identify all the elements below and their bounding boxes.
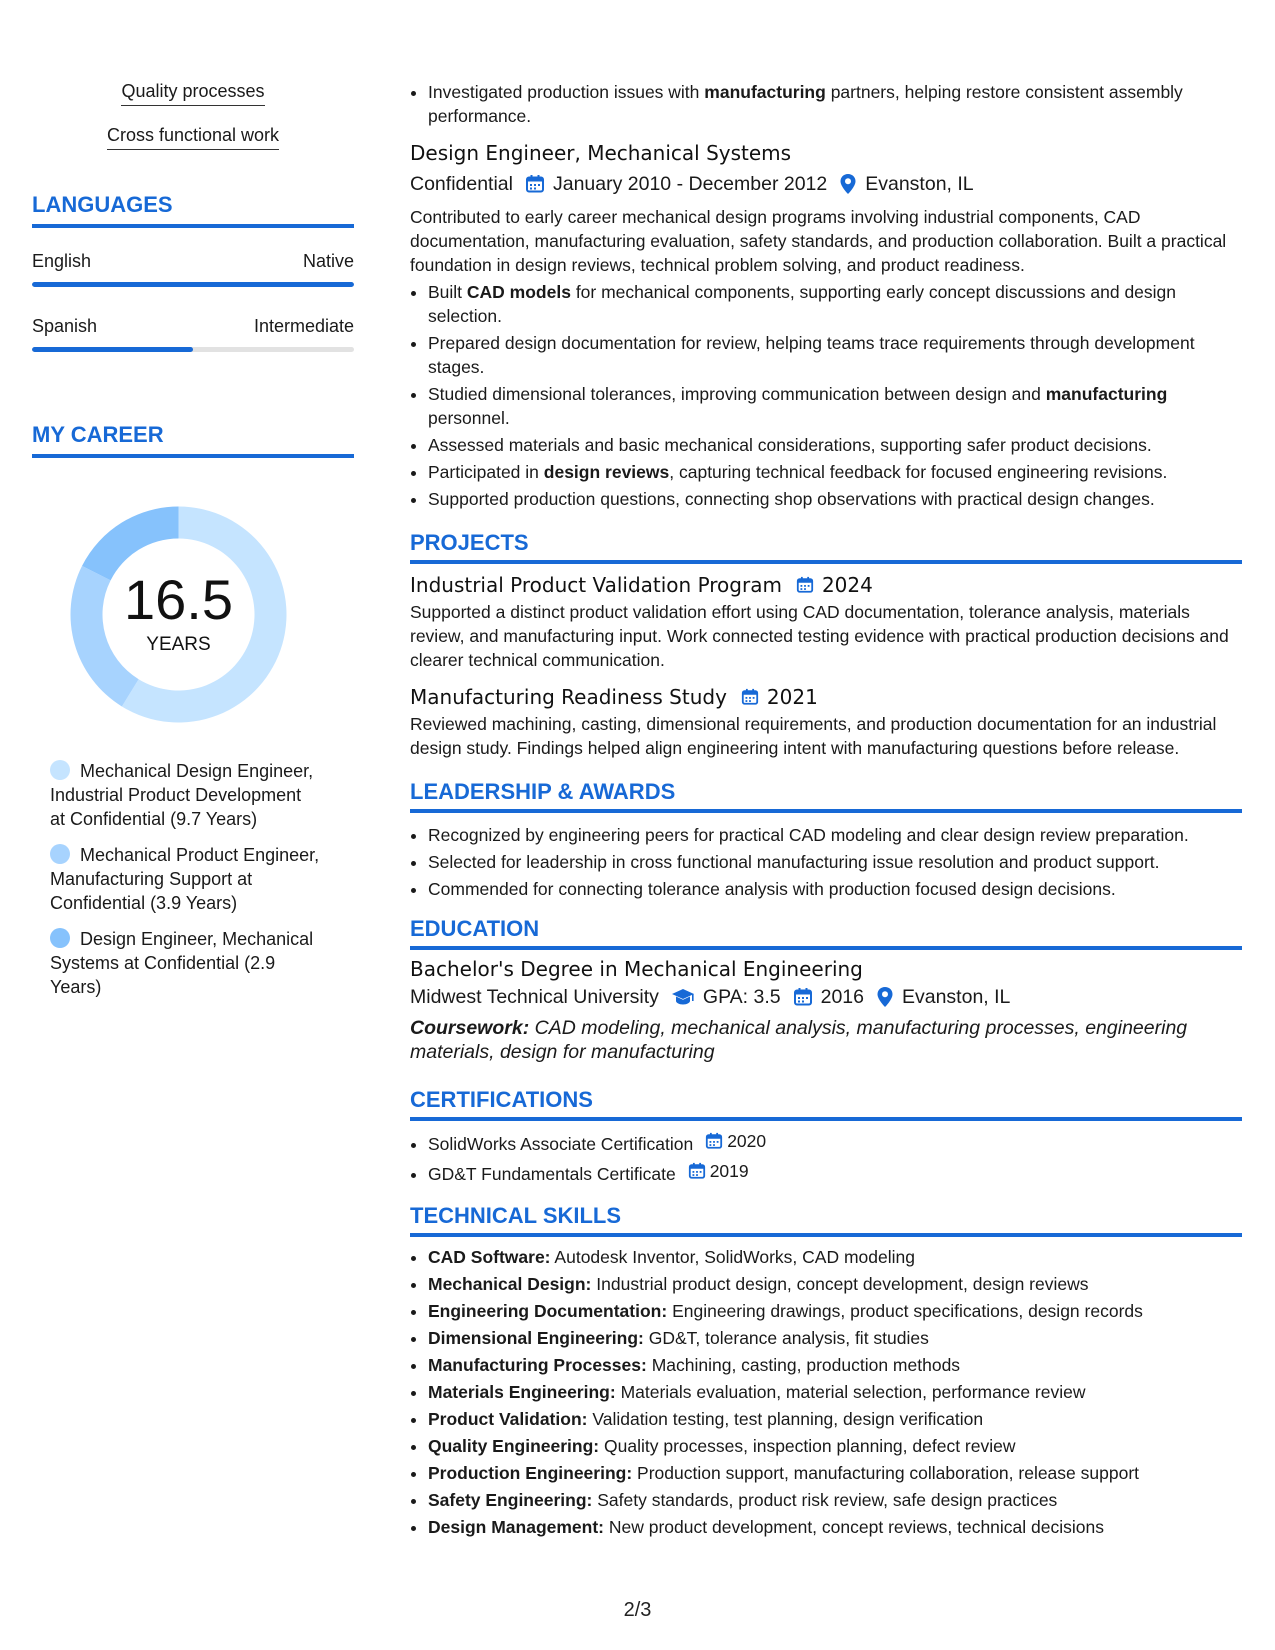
languages-heading: LANGUAGES — [32, 192, 354, 228]
skill-item — [428, 1488, 1242, 1512]
skill-item — [428, 1353, 1242, 1377]
skill-category: Mechanical Design: — [428, 1274, 592, 1294]
award-item: • Recognized by engineering peers for practical CAD modeling and clear design review preparation. — [428, 823, 1242, 847]
skill-item — [428, 1299, 1242, 1323]
language-proficiency-bar — [32, 347, 354, 352]
project-description: Supported a distinct product validation effort using CAD documentation, tolerance analysis, materials review, and manufacturing input. Work connected testing evidence with practical production decisions and clearer technical communication. — [410, 602, 1229, 670]
education-meta — [410, 984, 1242, 1010]
certification-name: GD&T Fundamentals Certificate — [428, 1164, 676, 1184]
job-summary: Contributed to early career mechanical design programs involving industrial components, CAD documentation, manufacturing evaluation, safety standards, and production collaboration. Built a practical foundation in design reviews, technical problem solving, and product readiness. — [410, 207, 1227, 275]
calendar-icon — [525, 174, 545, 194]
job-meta — [410, 171, 1242, 197]
page-number: 2/3 — [623, 1599, 652, 1621]
left-column — [32, 80, 354, 1011]
skills-list — [410, 1245, 1242, 1539]
strength-tag: Quality processes — [121, 80, 264, 106]
job-title: Design Engineer, Mechanical Systems — [410, 141, 792, 165]
skill-item — [428, 1515, 1242, 1539]
project-name: Industrial Product Validation Program — [410, 573, 782, 597]
career-legend-item — [50, 927, 320, 999]
language-item — [32, 250, 354, 287]
skill-values: Engineering drawings, product specifications, design records — [672, 1301, 1143, 1321]
award-item: • Selected for leadership in cross functional manufacturing issue resolution and product support. — [428, 850, 1242, 874]
skill-values: Production support, manufacturing collaboration, release support — [637, 1463, 1140, 1483]
projects-heading: PROJECTS — [410, 529, 1242, 564]
calendar-icon — [796, 576, 814, 594]
skill-values: Industrial product design, concept development, design reviews — [596, 1274, 1089, 1294]
experience-bullet: • Prepared design documentation for review, helping teams trace requirements through development stages. — [428, 331, 1242, 379]
award-item: • Commended for connecting tolerance analysis with production focused design decisions. — [428, 877, 1242, 901]
school-location: Evanston, IL — [901, 986, 1011, 1008]
awards-list — [410, 823, 1242, 901]
job-bullets — [410, 280, 1242, 511]
job-company: Confidential — [410, 173, 513, 195]
previous-job-bullets — [410, 80, 1242, 128]
job-location: Evanston, IL — [865, 173, 974, 195]
skill-item — [428, 1407, 1242, 1431]
career-legend-dot — [50, 760, 70, 780]
right-column — [410, 80, 1242, 1542]
language-proficiency-fill — [32, 282, 354, 287]
skill-values: Quality processes, inspection planning, defect review — [604, 1436, 1016, 1456]
strength-tag: Cross functional work — [107, 124, 279, 150]
language-item — [32, 315, 354, 352]
skill-values: Machining, casting, production methods — [651, 1355, 961, 1375]
career-legend — [50, 759, 320, 999]
skill-item — [428, 1272, 1242, 1296]
language-name: Spanish — [32, 316, 98, 336]
career-legend-dot — [50, 844, 70, 864]
location-pin-icon — [876, 986, 894, 1008]
certification-year: 2019 — [709, 1161, 749, 1181]
calendar-icon — [793, 987, 813, 1007]
skill-values: Autodesk Inventor, SolidWorks, CAD modeling — [554, 1247, 915, 1267]
experience-bullet: • Investigated production issues with manufacturing partners, helping restore consistent assembly performance. — [428, 80, 1242, 128]
skill-category: Design Management: — [428, 1517, 604, 1537]
skill-category: Product Validation: — [428, 1409, 588, 1429]
skill-category: Production Engineering: — [428, 1463, 633, 1483]
degree-title: Bachelor's Degree in Mechanical Engineering — [410, 957, 863, 981]
career-legend-text: Mechanical Design Engineer, Industrial Product Development at Confidential (9.7 Years) — [50, 761, 314, 829]
career-legend-text: Design Engineer, Mechanical Systems at Confidential (2.9 Years) — [50, 929, 314, 997]
career-legend-item — [50, 843, 320, 915]
skill-item — [428, 1461, 1242, 1485]
career-legend-item — [50, 759, 320, 831]
project-name: Manufacturing Readiness Study — [410, 685, 727, 709]
project-year: 2021 — [766, 685, 818, 709]
skill-category: Engineering Documentation: — [428, 1301, 668, 1321]
experience-bullet: • Built CAD models for mechanical components, supporting early concept discussions and design selection. — [428, 280, 1242, 328]
skill-category: Quality Engineering: — [428, 1436, 600, 1456]
skill-category: Safety Engineering: — [428, 1490, 593, 1510]
graduation-cap-icon — [671, 988, 695, 1006]
certifications-heading: CERTIFICATIONS — [410, 1086, 1242, 1121]
skill-category: Dimensional Engineering: — [428, 1328, 644, 1348]
skill-category: Materials Engineering: — [428, 1382, 616, 1402]
language-level: Intermediate — [253, 316, 354, 336]
certification-item — [428, 1159, 1242, 1186]
job-dates: January 2010 - December 2012 — [552, 173, 828, 195]
project-description: Reviewed machining, casting, dimensional requirements, and production documentation for an industrial design study. Findings helped align engineering intent with manufacturing questions before release. — [410, 714, 1217, 758]
skill-values: GD&T, tolerance analysis, fit studies — [648, 1328, 929, 1348]
calendar-icon — [705, 1132, 727, 1150]
skill-values: Safety standards, product risk review, safe design practices — [597, 1490, 1058, 1510]
skill-category: Manufacturing Processes: — [428, 1355, 647, 1375]
certification-item — [428, 1129, 1242, 1156]
coursework-text: CAD modeling, mechanical analysis, manufacturing processes, engineering materials, design for manufacturing — [410, 1017, 1188, 1063]
skill-category: CAD Software: — [428, 1247, 551, 1267]
skill-item — [428, 1380, 1242, 1404]
language-name: English — [32, 251, 92, 271]
language-level: Native — [302, 251, 354, 271]
skill-values: Materials evaluation, material selection, performance review — [620, 1382, 1086, 1402]
awards-heading: LEADERSHIP & AWARDS — [410, 778, 1242, 813]
gpa: GPA: 3.5 — [702, 986, 781, 1008]
career-heading: MY CAREER — [32, 422, 354, 458]
location-pin-icon — [839, 173, 857, 195]
career-total-unit: YEARS — [146, 634, 211, 655]
skill-values: Validation testing, test planning, design verification — [592, 1409, 984, 1429]
strength-tags — [32, 80, 354, 168]
career-total-years: 16.5 — [124, 568, 233, 631]
coursework — [410, 1016, 1242, 1064]
skill-item — [428, 1434, 1242, 1458]
education-heading: EDUCATION — [410, 915, 1242, 950]
certification-name: SolidWorks Associate Certification — [428, 1134, 694, 1154]
certifications-list — [410, 1129, 1242, 1186]
project-header — [410, 572, 1242, 598]
project-header — [410, 684, 1242, 710]
experience-bullet: • Studied dimensional tolerances, improving communication between design and manufacturing personnel. — [428, 382, 1242, 430]
career-legend-dot — [50, 928, 70, 948]
graduation-year: 2016 — [820, 986, 864, 1008]
career-legend-text: Mechanical Product Engineer, Manufacturing Support at Confidential (3.9 Years) — [50, 845, 320, 913]
experience-bullet: • Participated in design reviews, capturing technical feedback for focused engineering revisions. — [428, 460, 1242, 484]
school-name: Midwest Technical University — [410, 986, 659, 1008]
coursework-label: Coursework: — [410, 1017, 530, 1039]
skill-item — [428, 1326, 1242, 1350]
project-year: 2024 — [821, 573, 873, 597]
experience-bullet: • Supported production questions, connecting shop observations with practical design changes. — [428, 487, 1242, 511]
language-proficiency-bar — [32, 282, 354, 287]
calendar-icon — [688, 1162, 710, 1180]
language-proficiency-fill — [32, 347, 193, 352]
languages-list — [32, 250, 354, 352]
skill-item — [428, 1245, 1242, 1269]
skill-values: New product development, concept reviews, technical decisions — [608, 1517, 1104, 1537]
career-donut-chart — [66, 502, 291, 727]
skills-heading: TECHNICAL SKILLS — [410, 1202, 1242, 1237]
certification-year: 2020 — [727, 1131, 767, 1151]
calendar-icon — [741, 688, 759, 706]
experience-bullet: • Assessed materials and basic mechanical considerations, supporting safer product decisions. — [428, 433, 1242, 457]
